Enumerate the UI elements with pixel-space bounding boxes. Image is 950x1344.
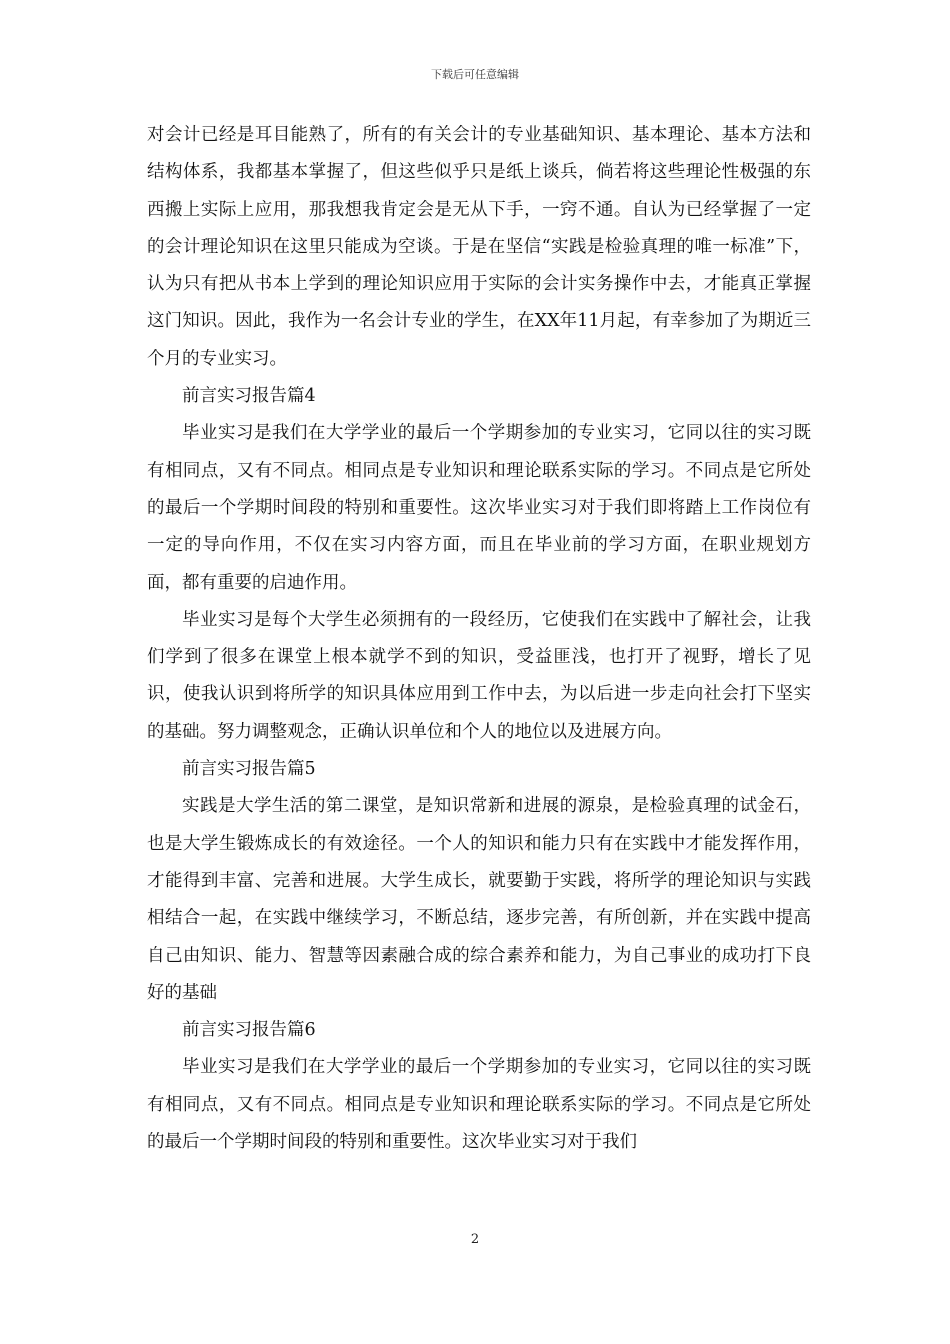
section-heading-5: 前言实习报告篇5	[182, 759, 316, 780]
section-heading-4: 前言实习报告篇4	[182, 386, 316, 407]
document-body	[147, 117, 811, 1161]
paragraph: 毕业实习是每个大学生必须拥有的一段经历，它使我们在实践中了解社会，让我们学到了很多在课堂上根本就学不到的知识，受益匪浅，也打开了视野，增长了见识，使我认识到将所学的知识具体应用到工作中去，为以后进一步走向社会打下坚实的基础。努力调整观念，正确认识单位和个人的地位以及进展方向。	[147, 609, 811, 742]
section-heading-6: 前言实习报告篇6	[182, 1020, 316, 1041]
paragraph: 实践是大学生活的第二课堂，是知识常新和进展的源泉，是检验真理的试金石，也是大学生锻炼成长的有效途径。一个人的知识和能力只有在实践中才能发挥作用，才能得到丰富、完善和进展。大学生成长，就要勤于实践，将所学的理论知识与实践相结合一起，在实践中继续学习，不断总结，逐步完善，有所创新，并在实践中提高自己由知识、能力、智慧等因素融合成的综合素养和能力，为自己事业的成功打下良好的基础	[147, 796, 811, 1003]
page-number: 2	[470, 1232, 480, 1247]
paragraph-continuation: 对会计已经是耳目能熟了，所有的有关会计的专业基础知识、基本理论、基本方法和结构体系，我都基本掌握了，但这些似乎只是纸上谈兵，倘若将这些理论性极强的东西搬上实际上应用，那我想我肯定会是无从下手，一窍不通。自认为已经掌握了一定的会计理论知识在这里只能成为空谈。于是在坚信“实践是检验真理的唯一标准”下，认为只有把从书本上学到的理论知识应用于实际的会计实务操作中去，才能真正掌握这门知识。因此，我作为一名会计专业的学生，在XX年11月起，有幸参加了为期近三个月的专业实习。	[147, 125, 811, 369]
paragraph: 毕业实习是我们在大学学业的最后一个学期参加的专业实习，它同以往的实习既有相同点，又有不同点。相同点是专业知识和理论联系实际的学习。不同点是它所处的最后一个学期时间段的特别和重要性。这次毕业实习对于我们即将踏上工作岗位有一定的导向作用，不仅在实习内容方面，而且在毕业前的学习方面，在职业规划方面，都有重要的启迪作用。	[147, 423, 811, 593]
page-header: 下载后可任意编辑	[431, 68, 519, 81]
paragraph: 毕业实习是我们在大学学业的最后一个学期参加的专业实习，它同以往的实习既有相同点，又有不同点。相同点是专业知识和理论联系实际的学习。不同点是它所处的最后一个学期时间段的特别和重要性。这次毕业实习对于我们	[147, 1057, 811, 1153]
